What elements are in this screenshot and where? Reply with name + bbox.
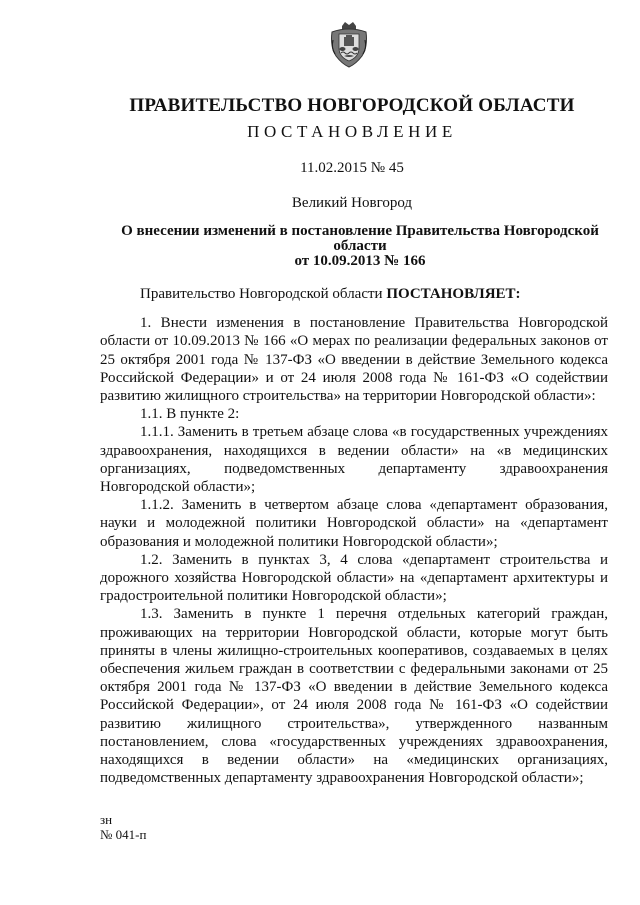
intro-text: Правительство Новгородской области bbox=[140, 286, 387, 302]
subject-line-2: от 10.09.2013 № 166 bbox=[294, 253, 426, 269]
intro-emphasis: ПОСТАНОВЛЯЕТ: bbox=[386, 286, 521, 302]
decree-date-number: 11.02.2015 № 45 bbox=[300, 160, 404, 176]
subject-line-1: О внесении изменений в постановление Правительства Новгородской области bbox=[121, 223, 599, 254]
paragraph-1: 1. Внести изменения в постановление Правительства Новгородской области от 10.09.2013 № 166 «О мерах по реализации федеральных законов от 25 октября 2001 года № 137-ФЗ «О введении в действие Земельного кодекса Российской Федерации» и от 24 июля 2008 года № 161-ФЗ «О содействии развитию жилищного строительства» на территории Новгородской области»: bbox=[100, 315, 608, 405]
paragraph-1-2: 1.2. Заменить в пунктах 3, 4 слова «департамент строительства и дорожного хозяйства Новгородской области» на «департамент архитектуры и градостроительной политики Новгородской области»; bbox=[100, 551, 608, 605]
document-type: ПОСТАНОВЛЕНИЕ bbox=[247, 122, 457, 141]
intro-paragraph bbox=[100, 285, 608, 303]
footer-initials: зн bbox=[100, 812, 113, 827]
decree-subject bbox=[100, 224, 620, 269]
document-footer bbox=[100, 812, 146, 842]
paragraph-1-1-2: 1.1.2. Заменить в четвертом абзаце слова «департамент образования, науки и молодежной политики Новгородской области» на «департамент образования и молодежной политики Новгородской области»; bbox=[100, 497, 608, 550]
paragraph-1-1-1: 1.1.1. Заменить в третьем абзаце слова «в государственных учреждениях здравоохранения, находящихся в ведении области» на «в медицинских организациях, подведомственных департаменту здравоохранения Новгородской области»; bbox=[100, 424, 608, 496]
decree-city: Великий Новгород bbox=[291, 195, 413, 211]
government-title: ПРАВИТЕЛЬСТВО НОВГОРОДСКОЙ ОБЛАСТИ bbox=[129, 95, 575, 116]
paragraph-1-3: 1.3. Заменить в пункте 1 перечня отдельных категорий граждан, проживающих на территории Новгородской области, которые могут быть приняты в члены жилищно-строительных кооперативов, создаваемых в целях обеспечения жильем граждан в соответствии с федеральными законами от 25 октября 2001 года № 137-ФЗ «О введении в действие Земельного кодекса Российской Федерации», от 24 июля 2008 года № 161-ФЗ «О содействии развитию жилищного строительства», утвержденного названным постановлением, слова «государственных учреждениях здравоохранения, находящихся в ведении области» на «медицинских организациях, подведомственных департаменту здравоохранения Новгородской области»; bbox=[100, 606, 608, 787]
novgorod-coat-of-arms-icon bbox=[328, 20, 370, 68]
decree-body bbox=[100, 285, 608, 787]
footer-reg-number: № 041-п bbox=[100, 827, 147, 842]
paragraph-1-1: 1.1. В пункте 2: bbox=[140, 406, 240, 423]
